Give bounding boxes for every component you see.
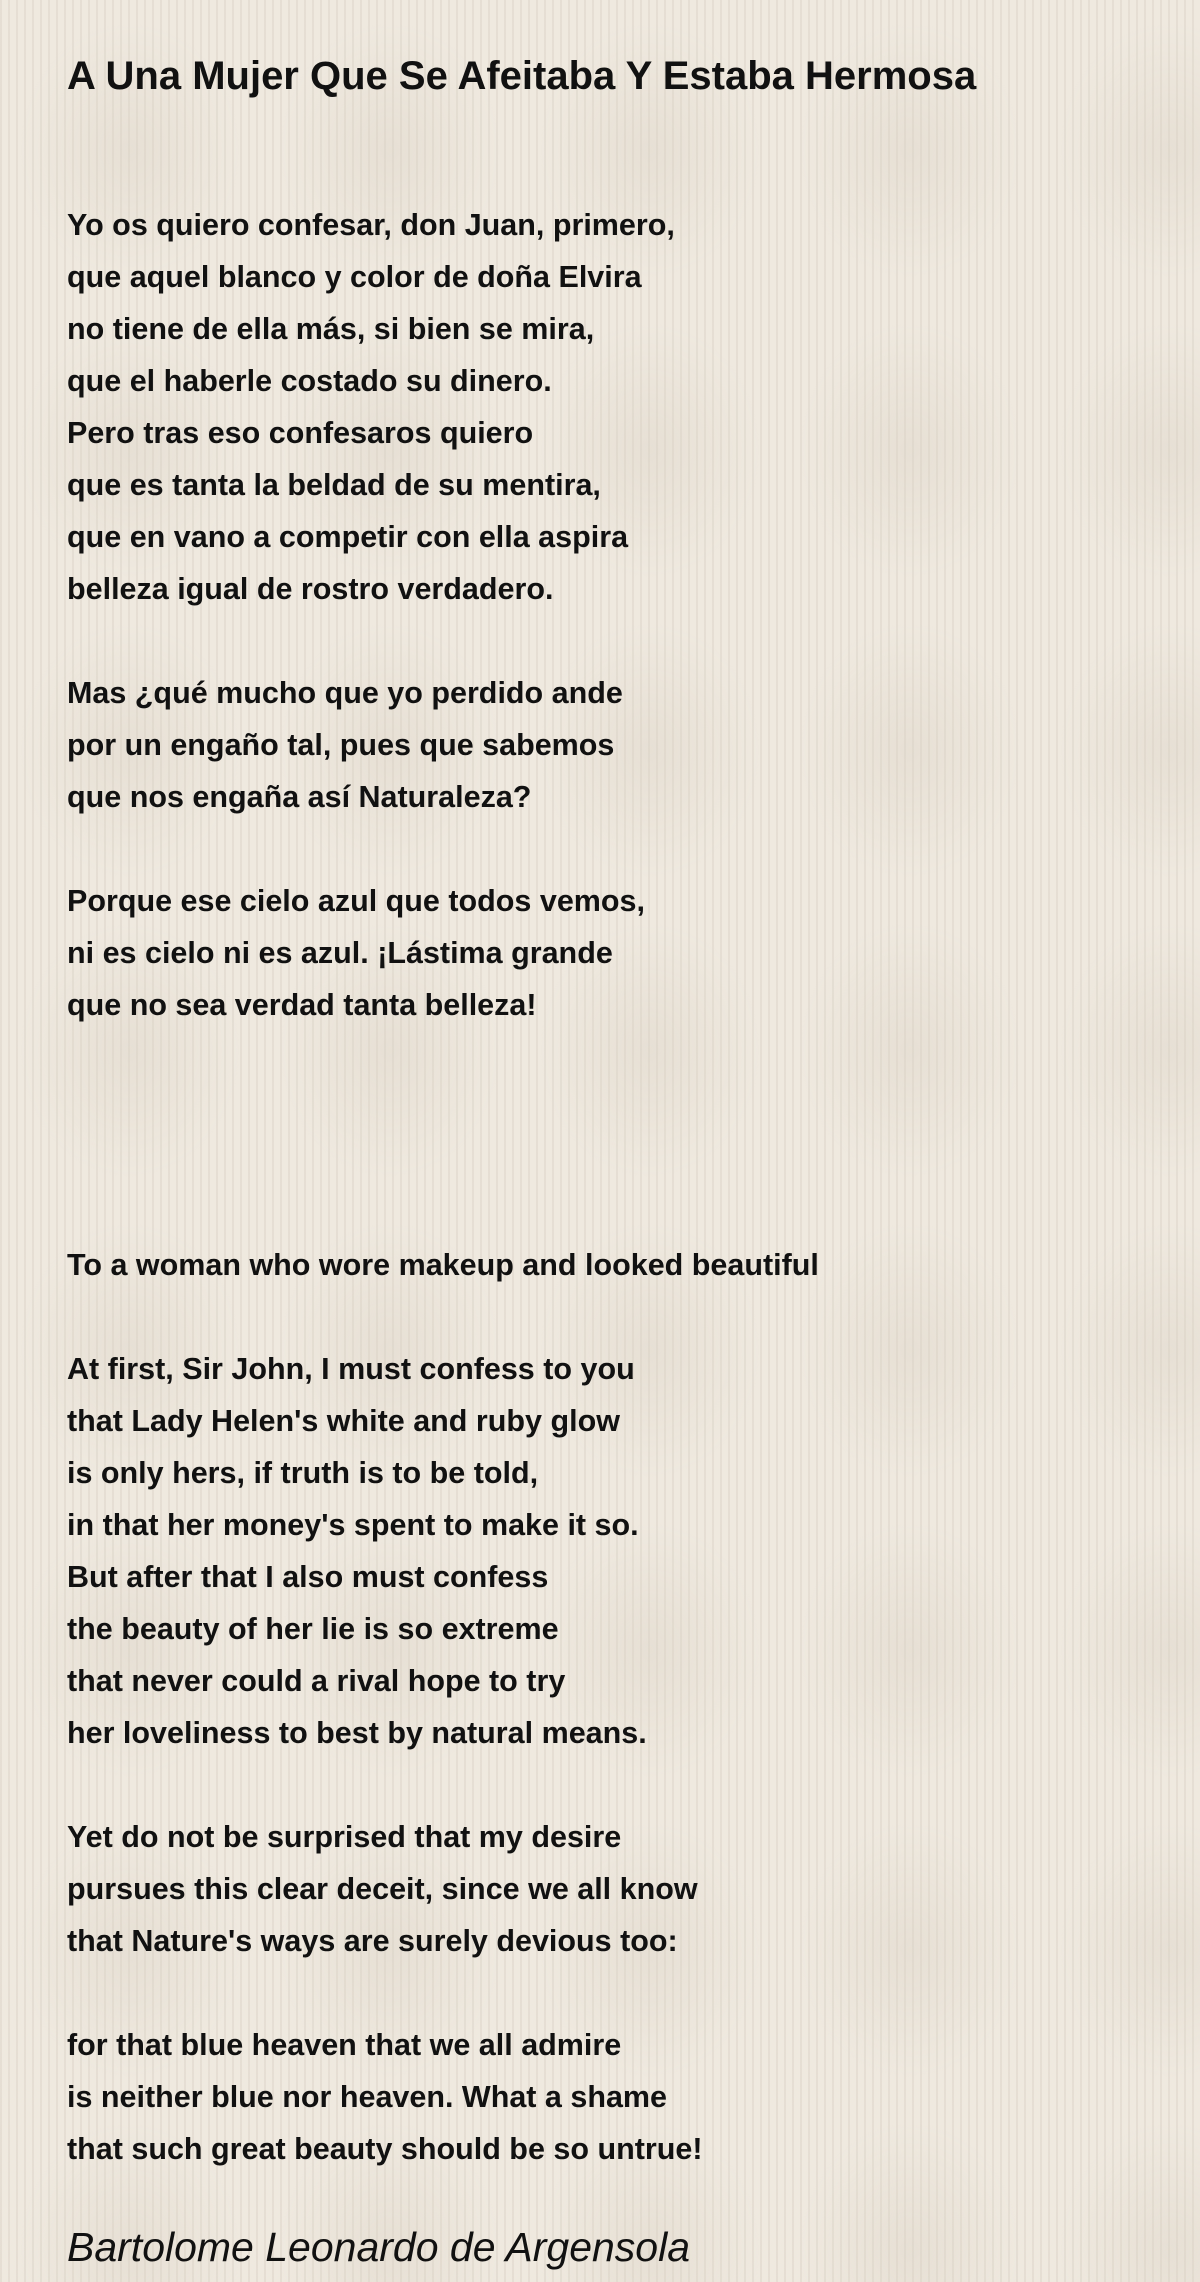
poem-card: [67, 48, 1147, 2277]
verse-line: At first, Sir John, I must confess to you: [67, 1352, 635, 1386]
verse-line: her loveliness to best by natural means.: [67, 1716, 647, 1750]
translation-title: To a woman who wore makeup and looked beautiful: [67, 1248, 819, 1282]
stanza: [67, 667, 1147, 823]
poem-body-english: [67, 1343, 1147, 2175]
verse-line: that Lady Helen's white and ruby glow: [67, 1404, 620, 1438]
verse-line: que es tanta la beldad de su mentira,: [67, 468, 601, 502]
verse-line: Yet do not be surprised that my desire: [67, 1820, 622, 1854]
verse-line: Yo os quiero confesar, don Juan, primero,: [67, 208, 675, 242]
stanza: [67, 199, 1147, 615]
verse-line: is only hers, if truth is to be told,: [67, 1456, 539, 1490]
verse-line: the beauty of her lie is so extreme: [67, 1612, 559, 1646]
verse-line: But after that I also must confess: [67, 1560, 549, 1594]
verse-line: que nos engaña así Naturaleza?: [67, 780, 532, 814]
verse-line: que no sea verdad tanta belleza!: [67, 988, 537, 1022]
verse-line: that such great beauty should be so untrue!: [67, 2132, 703, 2166]
verse-line: is neither blue nor heaven. What a shame: [67, 2080, 667, 2114]
verse-line: that Nature's ways are surely devious too:: [67, 1924, 678, 1958]
verse-line: que aquel blanco y color de doña Elvira: [67, 260, 642, 294]
verse-line: no tiene de ella más, si bien se mira,: [67, 312, 595, 346]
poem-body-spanish: [67, 199, 1147, 1031]
verse-line: que el haberle costado su dinero.: [67, 364, 552, 398]
verse-line: ni es cielo ni es azul. ¡Lástima grande: [67, 936, 613, 970]
verse-line: por un engaño tal, pues que sabemos: [67, 728, 615, 762]
stanza: [67, 1343, 1147, 1759]
verse-line: Porque ese cielo azul que todos vemos,: [67, 884, 645, 918]
poem-title: A Una Mujer Que Se Afeitaba Y Estaba Hermosa: [67, 54, 977, 98]
verse-line: belleza igual de rostro verdadero.: [67, 572, 554, 606]
stanza: [67, 875, 1147, 1031]
verse-line: in that her money's spent to make it so.: [67, 1508, 639, 1542]
verse-line: for that blue heaven that we all admire: [67, 2028, 622, 2062]
verse-line: pursues this clear deceit, since we all know: [67, 1872, 698, 1906]
verse-line: Mas ¿qué mucho que yo perdido ande: [67, 676, 623, 710]
stanza: [67, 1811, 1147, 1967]
verse-line: Pero tras eso confesaros quiero: [67, 416, 534, 450]
stanza: [67, 2019, 1147, 2175]
poem-author: Bartolome Leonardo de Argensola: [67, 2224, 691, 2270]
verse-line: que en vano a competir con ella aspira: [67, 520, 629, 554]
verse-line: that never could a rival hope to try: [67, 1664, 566, 1698]
